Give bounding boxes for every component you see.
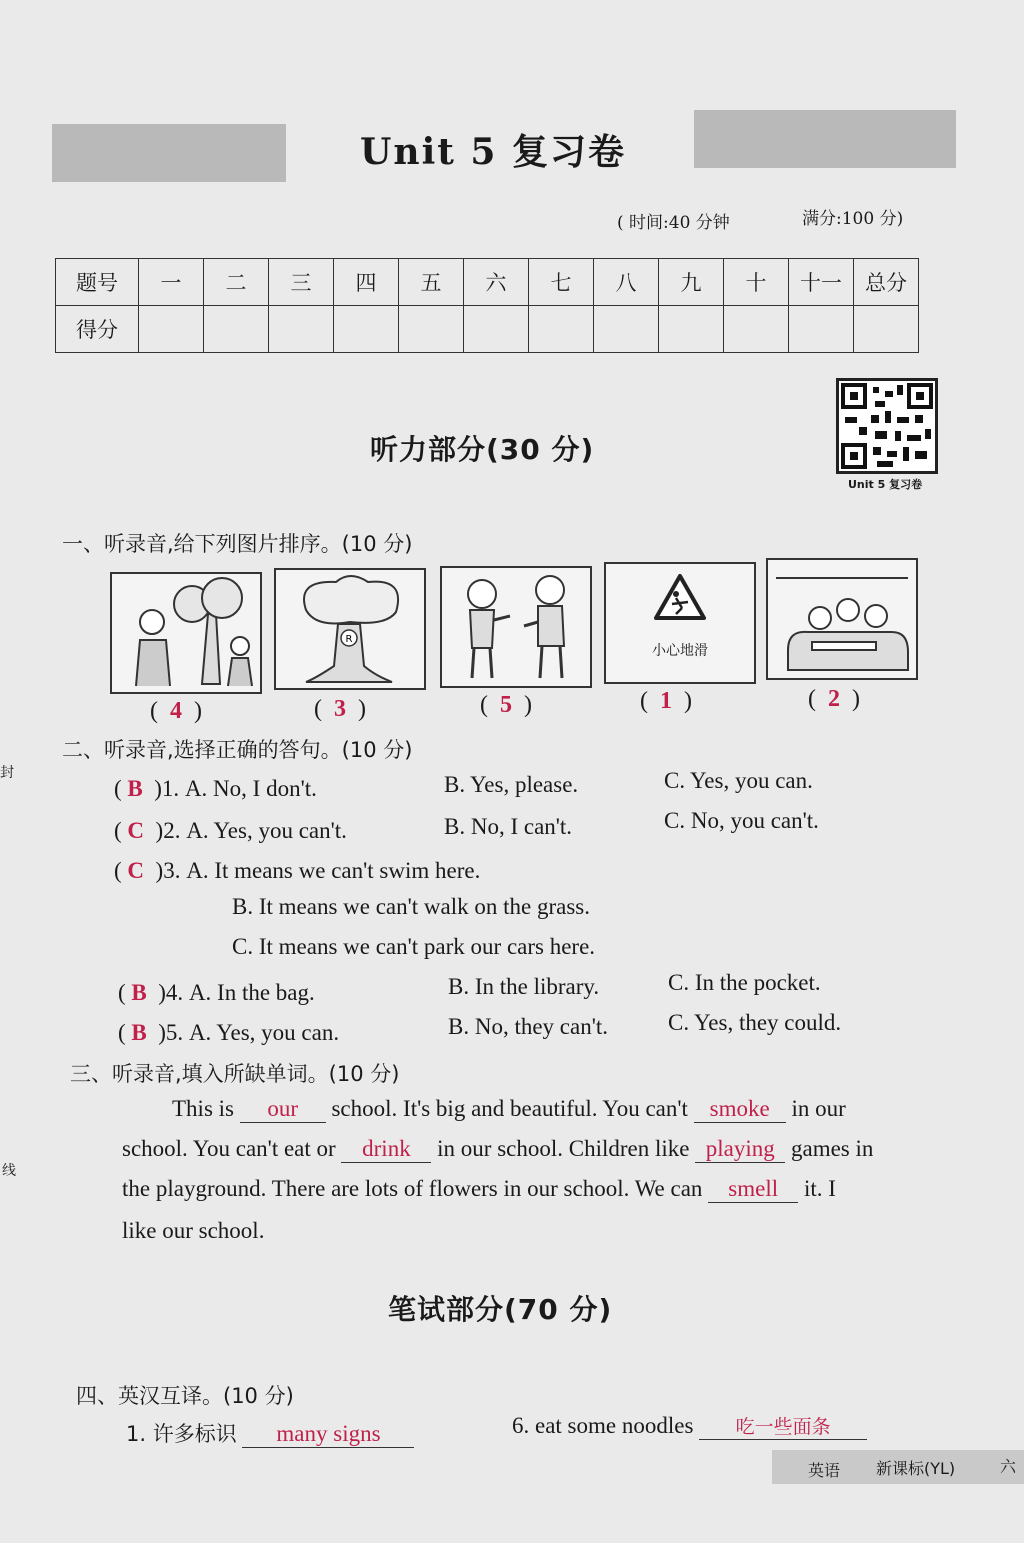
- table-cell: [594, 306, 659, 353]
- footer-subject: 英语: [808, 1461, 841, 1480]
- q4-item-6: 6. eat some noodles 吃一些面条: [512, 1412, 867, 1440]
- qr-code-icon: [839, 381, 935, 471]
- table-cell: 二: [204, 259, 269, 306]
- score-table: [55, 258, 919, 353]
- people-by-tree-icon: [112, 574, 260, 692]
- q2-item-3-c: C. It means we can't park our cars here.: [232, 934, 596, 959]
- table-cell: [659, 306, 724, 353]
- full-score: 满分:100 分): [802, 209, 904, 229]
- q2-heading: 二、听录音,选择正确的答句。(10 分): [62, 738, 413, 762]
- table-cell: 三: [269, 259, 334, 306]
- table-cell: [399, 306, 464, 353]
- table-cell: [269, 306, 334, 353]
- listening-section-title: 听力部分(30 分): [370, 433, 595, 466]
- q1-answer-1: ( 4 ): [150, 698, 202, 724]
- q1-answer-3: ( 5 ): [480, 692, 532, 718]
- slippery-sign-text: 小心地滑: [652, 643, 708, 659]
- picture-4: [604, 562, 756, 684]
- table-cell: 七: [529, 259, 594, 306]
- picture-5: [766, 558, 918, 680]
- q2-item-1-c: C. Yes, you can.: [664, 768, 813, 793]
- q3-line-3: the playground. There are lots of flowers in our school. We can smell it. I: [122, 1176, 836, 1201]
- blank-5: smell: [708, 1176, 798, 1203]
- table-cell: 题号: [56, 259, 139, 306]
- svg-text:R: R: [345, 634, 353, 645]
- qr-caption: Unit 5 复习卷: [848, 478, 923, 491]
- time-limit: ( 时间:40 分钟: [617, 213, 730, 233]
- q1-answer-2: ( 3 ): [314, 696, 366, 722]
- table-cell: 四: [334, 259, 399, 306]
- score-table-header-row: [56, 259, 919, 306]
- header-band-left: [52, 124, 286, 182]
- table-cell: 九: [659, 259, 724, 306]
- qr-code[interactable]: [836, 378, 938, 474]
- q3-line-2: school. You can't eat or drink in our school. Children like playing games in: [122, 1136, 874, 1161]
- blank-1: our: [240, 1096, 326, 1123]
- table-cell: 十: [724, 259, 789, 306]
- table-cell: 八: [594, 259, 659, 306]
- family-at-table-icon: [768, 560, 916, 678]
- q2-item-2-b: B. No, I can't.: [444, 814, 573, 839]
- table-cell: [724, 306, 789, 353]
- writing-section-title: 笔试部分(70 分): [388, 1293, 613, 1326]
- two-boys-icon: [442, 568, 590, 686]
- q4-heading: 四、英汉互译。(10 分): [76, 1384, 294, 1408]
- q2-item-5: ( B )5. A. Yes, you can.: [118, 1020, 340, 1045]
- tree-icon: [276, 570, 424, 688]
- q2-item-1-b: B. Yes, please.: [444, 772, 579, 797]
- q2-item-1: ( B )1. A. No, I don't.: [114, 776, 317, 801]
- table-cell: 六: [464, 259, 529, 306]
- table-cell: 一: [139, 259, 204, 306]
- blank-4: playing: [695, 1136, 785, 1163]
- footer-edition: 新课标(YL): [876, 1459, 956, 1478]
- q2-item-5-b: B. No, they can't.: [448, 1014, 609, 1039]
- q3-line-1: This is our school. It's big and beautiful. You can't smoke in our: [172, 1096, 846, 1121]
- margin-mark-2: 线: [2, 1163, 16, 1179]
- q4-item-1: 1. 许多标识 many signs: [126, 1418, 414, 1448]
- table-cell: [139, 306, 204, 353]
- q2-item-2: ( C )2. A. Yes, you can't.: [114, 818, 347, 843]
- q1-heading: 一、听录音,给下列图片排序。(10 分): [62, 532, 413, 556]
- picture-1: [110, 572, 262, 694]
- page-title: Unit 5 复习卷: [360, 131, 626, 173]
- picture-2: [274, 568, 426, 690]
- q2-item-4-c: C. In the pocket.: [668, 970, 821, 995]
- q2-item-3-b: B. It means we can't walk on the grass.: [232, 894, 590, 919]
- table-cell: [789, 306, 854, 353]
- q3-heading: 三、听录音,填入所缺单词。(10 分): [70, 1062, 400, 1086]
- q2-item-4-b: B. In the library.: [448, 974, 600, 999]
- blank-2: smoke: [694, 1096, 786, 1123]
- footer-grade: 六: [1000, 1457, 1017, 1476]
- q1-answer-4: ( 1 ): [640, 688, 692, 714]
- table-cell: 五: [399, 259, 464, 306]
- slippery-sign-icon: [606, 564, 754, 644]
- answer-6: 吃一些面条: [699, 1412, 867, 1440]
- q2-item-3: ( C )3. A. It means we can't swim here.: [114, 858, 481, 883]
- table-cell: 得分: [56, 306, 139, 353]
- q3-line-4: like our school.: [122, 1218, 265, 1243]
- table-cell: [529, 306, 594, 353]
- q2-item-4: ( B )4. A. In the bag.: [118, 980, 315, 1005]
- score-table-score-row: [56, 306, 919, 353]
- table-cell: [204, 306, 269, 353]
- q2-item-5-c: C. Yes, they could.: [668, 1010, 842, 1035]
- table-cell: 总分: [854, 259, 919, 306]
- table-cell: 十一: [789, 259, 854, 306]
- table-cell: [464, 306, 529, 353]
- table-cell: [334, 306, 399, 353]
- table-cell: [854, 306, 919, 353]
- picture-3: [440, 566, 592, 688]
- q2-item-2-c: C. No, you can't.: [664, 808, 819, 833]
- answer-1: many signs: [242, 1421, 414, 1448]
- header-band-right: [694, 110, 956, 168]
- margin-mark-1: 封: [0, 765, 14, 781]
- blank-3: drink: [341, 1136, 431, 1163]
- q1-answer-5: ( 2 ): [808, 686, 860, 712]
